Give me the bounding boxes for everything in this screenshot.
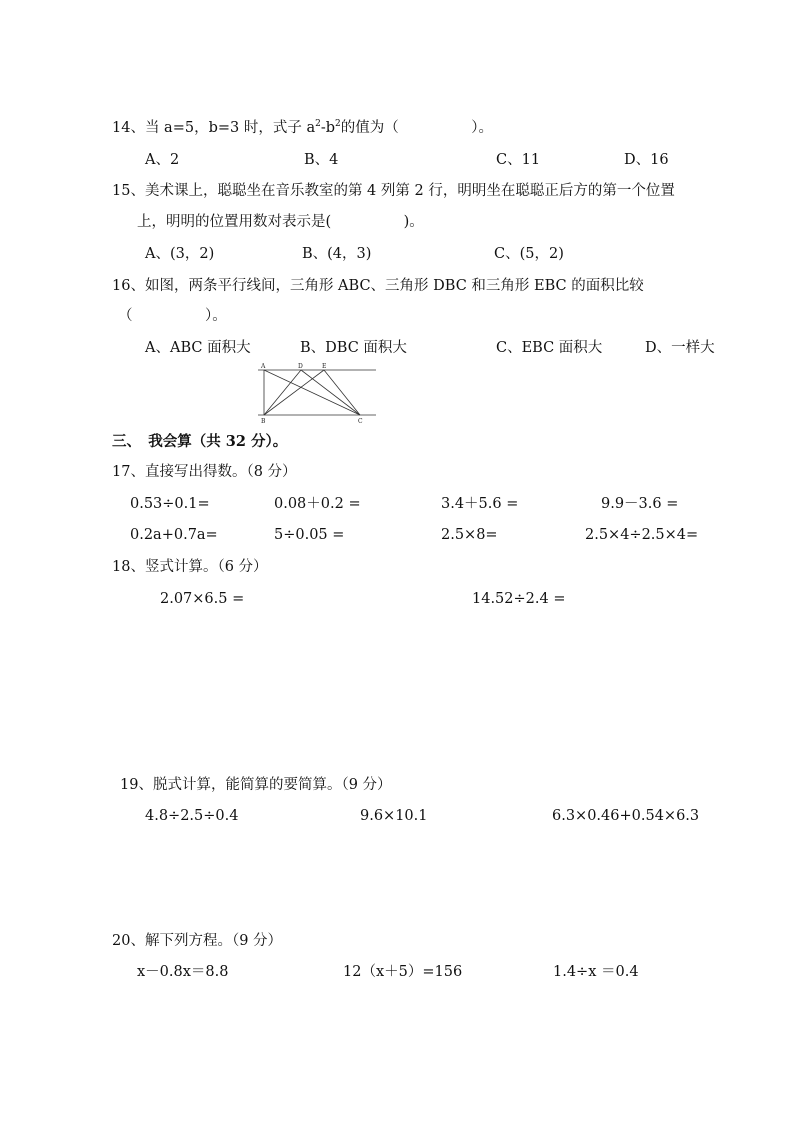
q15-option-c: C、(5，2): [494, 246, 564, 262]
figure-label-b: B: [261, 418, 266, 424]
segment-db: [264, 370, 301, 415]
q19-item: 6.3×0.46+0.54×6.3: [552, 808, 700, 824]
q15-option-a: A、(3，2): [145, 246, 215, 262]
q15-stem-line1: 15、美术课上，聪聪坐在音乐教室的第 4 列第 2 行，明明坐在聪聪正后方的第一个位置: [112, 183, 675, 199]
q18-item: 2.07×6.5 =: [160, 591, 245, 607]
q16-stem-line1: 16、如图，两条平行线间，三角形 ABC、三角形 DBC 和三角形 EBC 的面积比较: [112, 278, 644, 294]
q18-item: 14.52÷2.4 =: [472, 591, 566, 607]
q16-option-b: B、DBC 面积大: [300, 340, 407, 356]
q18-title: 18、竖式计算。（6 分）: [112, 559, 268, 575]
q17-item: 2.5×4÷2.5×4=: [585, 527, 699, 543]
segment-dc: [301, 370, 360, 415]
q20-item: x－0.8x＝8.8: [137, 964, 229, 980]
q17-item: 2.5×8=: [441, 527, 498, 543]
segment-ec: [324, 370, 360, 415]
q20-title: 20、解下列方程。（9 分）: [112, 933, 283, 949]
q16-option-d: D、一样大: [645, 340, 715, 356]
q14-stem: 14、当 a=5，b=3 时，式子 $a^2-b^2$的值为（ ）。: [112, 119, 494, 136]
q17-item: 5÷0.05 =: [274, 527, 345, 543]
figure-label-d: D: [298, 363, 303, 370]
section3-title: 三、 我会算（共 32 分）。: [112, 433, 288, 450]
q17-item: 9.9－3.6 =: [601, 496, 679, 512]
q14-option-d: D、16: [624, 152, 669, 168]
q17-item: 3.4＋5.6 =: [441, 496, 519, 512]
q16-option-c: C、EBC 面积大: [496, 340, 603, 356]
figure-label-e: E: [322, 363, 327, 370]
q17-item: 0.53÷0.1=: [130, 496, 210, 512]
q20-item: 12（x＋5）=156: [343, 964, 463, 980]
q20-item: 1.4÷x ＝0.4: [553, 964, 639, 980]
q14-option-a: A、2: [145, 152, 180, 168]
q14-option-c: C、11: [496, 152, 541, 168]
q15-option-b: B、(4，3): [302, 246, 372, 262]
q17-item: 0.2a+0.7a=: [130, 527, 218, 543]
q19-item: 9.6×10.1: [360, 808, 428, 824]
q14-option-b: B、4: [304, 152, 339, 168]
q19-item: 4.8÷2.5÷0.4: [145, 808, 239, 824]
q17-title: 17、直接写出得数。（8 分）: [112, 464, 297, 480]
q17-item: 0.08＋0.2 =: [274, 496, 361, 512]
q19-title: 19、脱式计算，能简算的要简算。（9 分）: [120, 777, 392, 793]
figure-label-c: C: [358, 418, 363, 424]
q16-stem-line2: （ ）。: [118, 308, 227, 324]
segment-eb: [264, 370, 324, 415]
q15-stem-line2: 上，明明的位置用数对表示是( )。: [137, 214, 424, 230]
q16-triangle-figure: [250, 360, 380, 424]
q16-option-a: A、ABC 面积大: [145, 340, 251, 356]
segment-ac: [264, 370, 360, 415]
figure-label-a: A: [261, 363, 266, 370]
